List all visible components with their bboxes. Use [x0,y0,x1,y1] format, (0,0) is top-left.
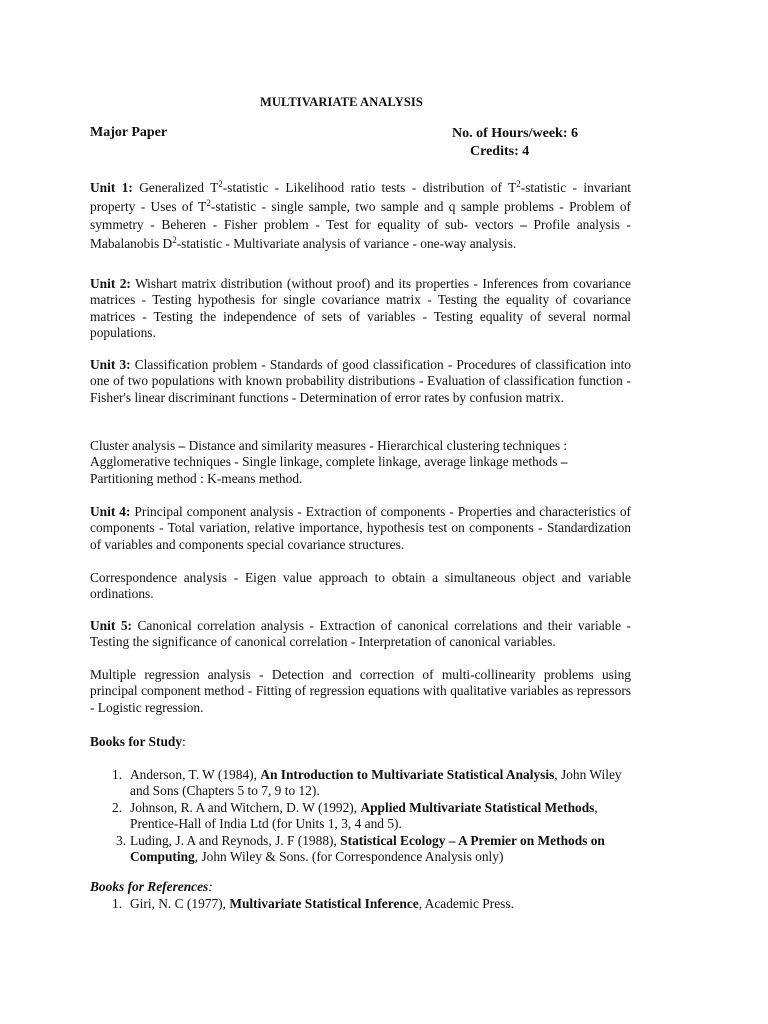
books-for-study-heading: Books for Study: [90,734,186,749]
unit-3-paragraph: Unit 3: Classification problem - Standards of good classification - Procedures of classification into one of two populations with known probability distributions - Evaluation of classification function - Fisher's linear discriminant functions - Determination of error rates by confusion matrix. [90,357,631,405]
unit-2-label: Unit 2: [90,276,131,291]
major-paper-label: Major Paper [90,125,168,140]
correspondence-analysis-paragraph: Correspondence analysis - Eigen value approach to obtain a simultaneous object and variable ordinations. [90,570,631,602]
unit-4-label: Unit 4: [90,504,131,519]
unit-5-label: Unit 5: [90,618,132,633]
regression-paragraph: Multiple regression analysis - Detection and correction of multi-collinearity problems using principal component method - Fitting of regression equations with qualitative variables as repressors - Logistic regression. [90,667,631,715]
unit-3-label: Unit 3: [90,357,131,372]
list-item: 2. Johnson, R. A and Witchern, D. W (1992), Applied Multivariate Statistical Methods, Prentice-Hall of India Ltd (for Units 1, 3, 4 and 5). [112,799,598,832]
books-for-study-list [90,767,631,865]
document-title: MULTIVARIATE ANALYSIS [260,95,423,109]
course-meta [452,125,578,161]
credits: Credits: 4 [470,144,530,159]
unit-1-label: Unit 1: [90,180,133,195]
unit-1-paragraph: Unit 1: Generalized $T^2$-statistic - Likelihood ratio tests - distribution of $T^2$-statistic - invariant property - Uses of $T^2$-statistic - single sample, two sample and q sample problems - Problem of symmetry - Beheren - Fisher problem - Test for equality of sub- vectors – Profile analysis - Mabalanobis $D^2$-statistic - Multivariate analysis of variance - one-way analysis. [90,179,631,251]
unit-4-paragraph: Unit 4: Principal component analysis - Extraction of components - Properties and characteristics of components - Total variation, relative importance, hypothesis test on components - Standardization of variables and components special covariance structures. [90,504,631,552]
list-item: 1. Anderson, T. W (1984), An Introduction to Multivariate Statistical Analysis, John Wiley and Sons (Chapters 5 to 7, 9 to 12). [112,767,622,799]
unit-5-paragraph: Unit 5: Canonical correlation analysis - Extraction of canonical correlations and their variable - Testing the significance of canonical correlation - Interpretation of canonical variables. [90,618,631,650]
unit-2-paragraph: Unit 2: Wishart matrix distribution (without proof) and its properties - Inferences from covariance matrices - Testing hypothesis for single covariance matrix - Testing the equality of covariance matrices - Testing the independence of sets of variables - Testing equality of several normal populations. [90,276,631,341]
hours-per-week: No. of Hours/week: 6 [452,126,578,141]
cluster-analysis-paragraph: Cluster analysis – Distance and similarity measures - Hierarchical clustering techniques : Agglomerative techniques - Single linkage, complete linkage, average linkage methods – Partitioning method : K-means method. [90,438,568,486]
books-for-references-heading: Books for References: [90,879,213,894]
list-item: 1. Giri, N. C (1977), Multivariate Statistical Inference, Academic Press. [112,896,514,911]
document-page [90,0,631,1024]
list-item: 3. Luding, J. A and Reynods, J. F (1988), Statistical Ecology – A Premier on Methods on Computing, John Wiley & Sons. (for Correspondence Analysis only) [116,832,605,865]
